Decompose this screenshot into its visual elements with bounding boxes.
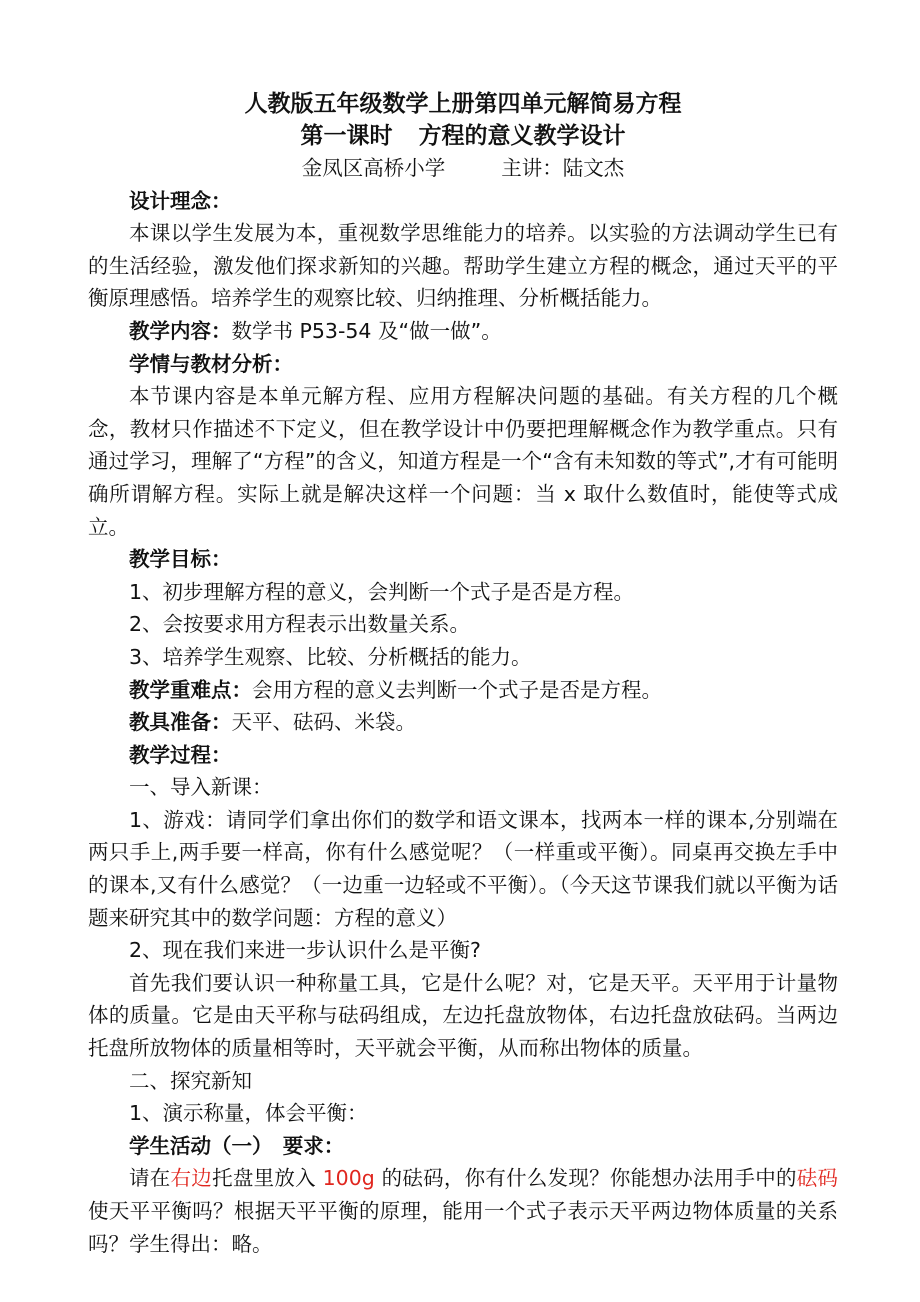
goals-heading: 教学目标： bbox=[129, 547, 232, 572]
analysis-text: 本节课内容是本单元解方程、应用方程解决问题的基础。有关方程的几个概念，教材只作描述不下定义，但在教学设计中仍要把理解概念作为教学重点。只有通过学习，理解了“方程”的含义，知道方程是一个“含有未知数的等式”,才有可能明确所谓解方程。实际上就是解决这样一个问题：当 x 取什么数值时，能使等式成立。 bbox=[88, 384, 838, 539]
activity-text-4: 使天平平衡吗？根据天平平衡的原理，能用一个式子表示天平两边物体质量的关系吗？学生得出：略。 bbox=[88, 1199, 838, 1256]
activity-text-3: 的砝码，你有什么发现？你能想办法用手中的 bbox=[374, 1166, 797, 1191]
highlight-weight-100g: 100g bbox=[322, 1166, 375, 1191]
student-activity-text bbox=[88, 1162, 838, 1260]
doc-title-line2 bbox=[88, 120, 838, 152]
activity-text-1: 请在 bbox=[129, 1166, 171, 1191]
game-text: 1、游戏：请同学们拿出你们的数学和语文课本，找两本一样的课本,分别端在两只手上,两手要一样高，你有什么感觉呢？（一样重或平衡）。同桌再交换左手中的课本,又有什么感觉？（一边重一边轻或不平衡）。（今天这节课我们就以平衡为话题来研究其中的数学问题：方程的意义） bbox=[88, 807, 838, 930]
balance-step-heading: 2、现在我们来进一步认识什么是平衡? bbox=[129, 938, 481, 963]
author-line bbox=[88, 152, 838, 185]
materials-heading: 教具准备： bbox=[129, 710, 232, 735]
design-concept-text: 本课以学生发展为本，重视数学思维能力的培养。以实验的方法调动学生已有的生活经验，激发他们探求新知的兴趣。帮助学生建立方程的概念，通过天平的平衡原理感悟。培养学生的观察比较、归纳推理、分析概括能力。 bbox=[88, 221, 838, 311]
section-intro-heading: 一、导入新课： bbox=[129, 775, 273, 800]
process-heading: 教学过程： bbox=[129, 742, 232, 767]
design-concept-heading: 设计理念： bbox=[129, 188, 232, 213]
demo-heading: 1、演示称量，体会平衡： bbox=[129, 1101, 368, 1126]
goal-item-1: 1、初步理解方程的意义，会判断一个式子是否是方程。 bbox=[129, 579, 635, 604]
materials-text: 天平、砝码、米袋。 bbox=[231, 710, 416, 735]
school-name: 金凤区高桥小学 bbox=[301, 156, 446, 180]
highlight-right-side: 右边 bbox=[170, 1166, 213, 1191]
teaching-content-heading: 教学内容： bbox=[129, 318, 232, 343]
speaker-name: 主讲：陆文杰 bbox=[501, 156, 625, 180]
highlight-weights: 砝码 bbox=[796, 1166, 839, 1191]
analysis-heading: 学情与教材分析： bbox=[129, 351, 293, 376]
balance-intro-text: 首先我们要认识一种称量工具，它是什么呢？对，它是天平。天平用于计量物体的质量。它是由天平称与砝码组成，左边托盘放物体，右边托盘放砝码。当两边托盘所放物体的质量相等时，天平就会平衡，从而称出物体的质量。 bbox=[88, 970, 838, 1061]
student-activity-heading: 学生活动（一） 要求： bbox=[129, 1133, 345, 1158]
goal-item-2: 2、会按要求用方程表示出数量关系。 bbox=[129, 612, 471, 637]
key-points bbox=[88, 674, 838, 707]
materials bbox=[88, 706, 838, 739]
teaching-content bbox=[88, 315, 838, 348]
goal-item-3: 3、培养学生观察、比较、分析概括的能力。 bbox=[129, 644, 532, 669]
doc-title-line1: 人教版五年级数学上册第四单元解简易方程 bbox=[244, 91, 682, 117]
key-points-text: 会用方程的意义去判断一个式子是否是方程。 bbox=[252, 677, 662, 702]
teaching-content-text: 数学书 P53-54 及“做一做”。 bbox=[231, 318, 502, 343]
lesson-title: 方程的意义教学设计 bbox=[418, 123, 626, 149]
key-points-heading: 教学重难点： bbox=[129, 677, 252, 702]
activity-text-2: 托盘里放入 bbox=[212, 1166, 323, 1191]
section-explore-heading: 二、探究新知 bbox=[129, 1068, 252, 1093]
lesson-number: 第一课时 bbox=[300, 123, 393, 149]
